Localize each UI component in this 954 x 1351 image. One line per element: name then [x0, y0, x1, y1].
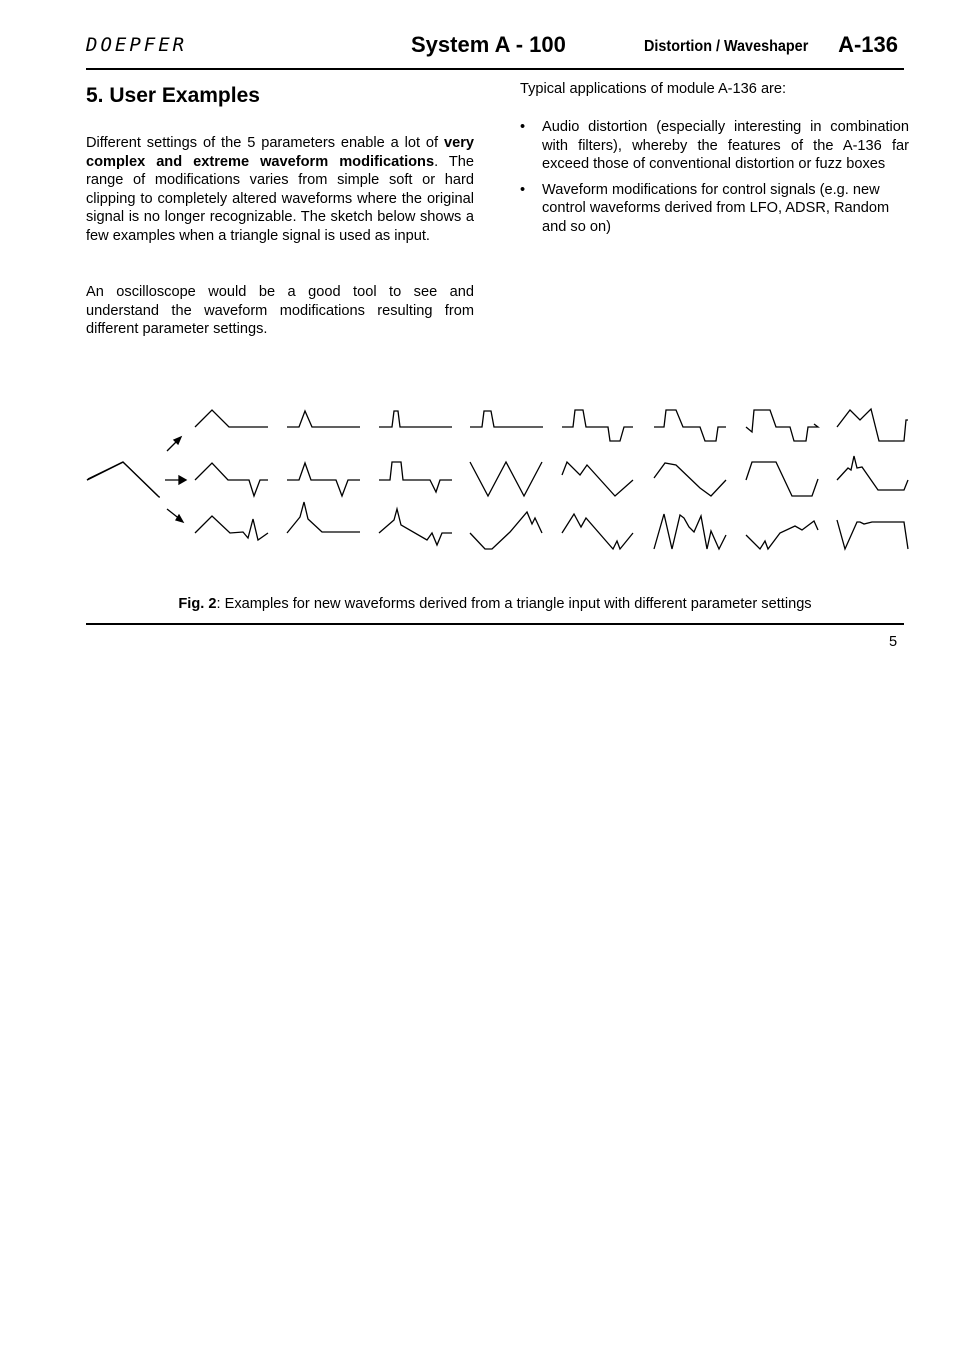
- input-triangle-waveform: [87, 462, 160, 497]
- waveform-example: [746, 521, 818, 549]
- arrow-right-icon: [165, 476, 186, 484]
- waveform-example: [287, 463, 360, 496]
- waveform-example: [837, 409, 908, 441]
- paragraph-parameters-emphasis: very complex and extreme waveform modifications: [86, 135, 474, 170]
- arrow-down-icon: [167, 509, 183, 522]
- waveform-example: [837, 520, 908, 549]
- waveform-example: [379, 462, 452, 492]
- list-item-text: Audio distortion (especially interesting in combination with filters), whereby the features of the A-136 far exceed those of conventional distortion or fuzz boxes: [542, 119, 909, 173]
- waveform-example: [562, 462, 633, 496]
- brand-logo: DOEPFER: [86, 34, 188, 56]
- waveform-example: [195, 410, 268, 427]
- waveform-example: [746, 410, 818, 441]
- arrow-up-icon: [167, 437, 181, 451]
- waveform-example: [837, 456, 908, 490]
- waveform-example: [654, 410, 726, 441]
- paragraph-parameters-end: . The range of modifications varies from simple soft or hard clipping to completely altered waveforms where the original signal is no longer recognizable. The sketch below shows a few examples when a triangle signal is used as input.: [86, 153, 474, 244]
- footer-divider: [86, 623, 904, 625]
- waveform-examples-figure: [0, 0, 954, 600]
- waveform-example: [470, 411, 543, 427]
- section-title: 5. User Examples: [86, 84, 260, 107]
- waveform-example: [746, 462, 818, 496]
- caption-label: Fig. 2: [178, 596, 217, 612]
- bullet-icon: •: [520, 119, 526, 135]
- waveform-example: [562, 514, 633, 549]
- bullet-icon: •: [520, 181, 526, 198]
- list-item-text: Waveform modifications for control signals (e.g. new control waveforms derived from LFO, ADSR, Random and so on): [542, 181, 890, 235]
- waveform-example: [195, 463, 268, 496]
- waveform-example: [470, 462, 542, 496]
- module-name: Distortion / Waveshaper: [644, 38, 809, 55]
- waveform-example: [654, 514, 726, 549]
- waveform-example: [654, 463, 726, 496]
- waveform-example: [470, 512, 542, 549]
- waveform-example: [287, 411, 360, 427]
- waveform-example: [379, 509, 452, 545]
- paragraph-oscilloscope: An oscilloscope would be a good tool to see and understand the waveform modifications resulting from different parameter settings.: [86, 284, 474, 338]
- input-triangle-shape: [88, 462, 158, 496]
- paragraph-parameters-start: Different settings of the 5 parameters enable a lot of: [86, 135, 444, 151]
- system-title: System A - 100: [411, 32, 566, 57]
- module-code: A-136: [838, 32, 898, 57]
- applications-intro: Typical applications of module A-136 are:: [520, 81, 787, 97]
- caption-text: : Examples for new waveforms derived from a triangle input with different parameter settings: [216, 596, 812, 612]
- page-number: 5: [889, 634, 898, 650]
- figure-caption: [86, 596, 904, 612]
- waveform-example: [195, 516, 268, 540]
- waveform-example: [562, 410, 633, 441]
- waveform-example: [287, 502, 360, 533]
- waveform-example: [379, 411, 452, 427]
